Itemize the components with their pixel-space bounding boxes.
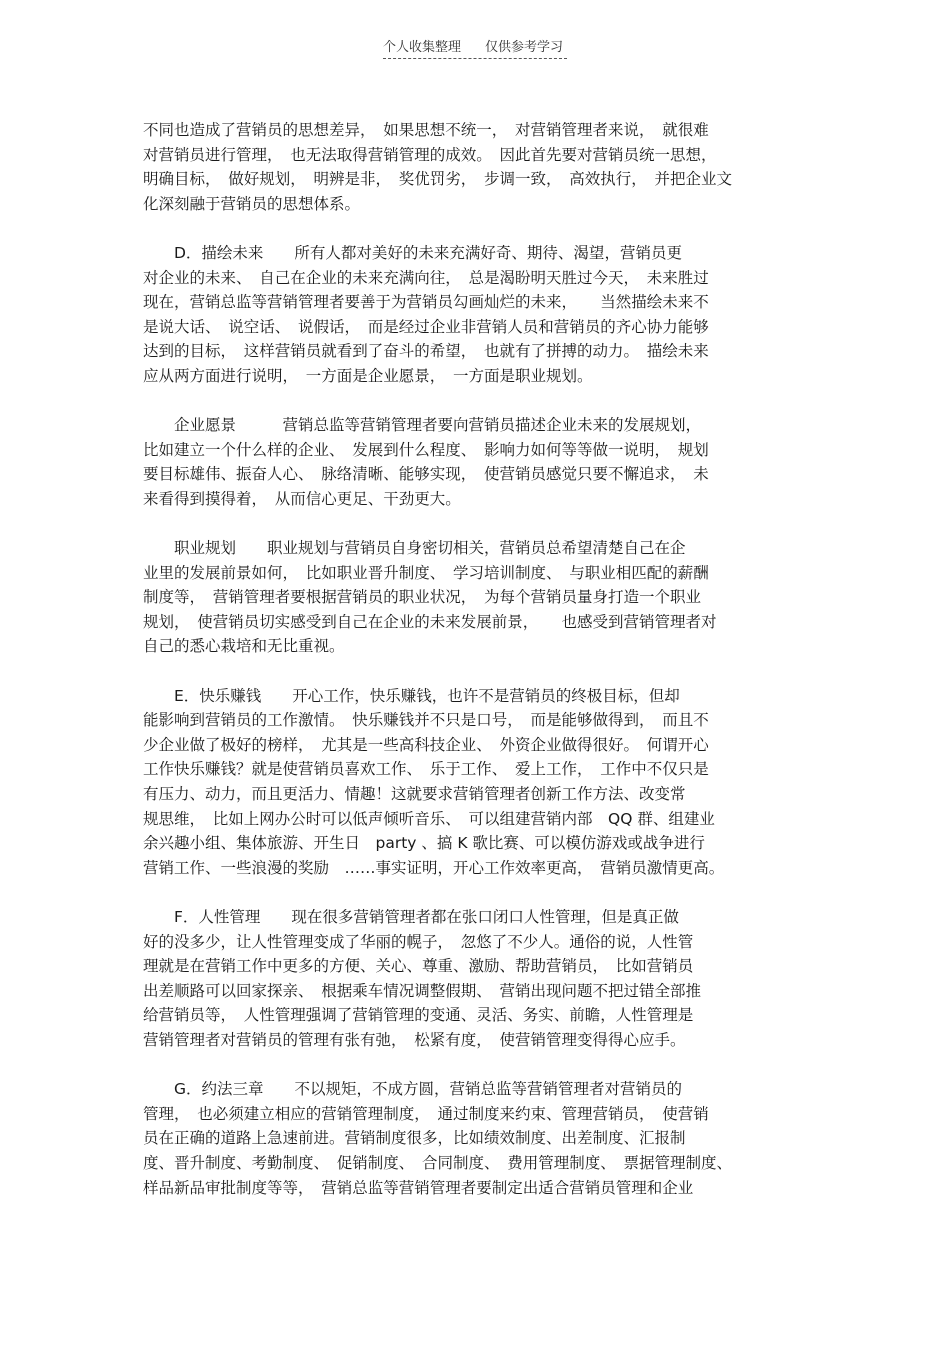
text-line: 理就是在营销工作中更多的方便、关心、尊重、激励、帮助营销员， 比如营销员 [143, 957, 694, 976]
text-line: 自己的悉心栽培和无比重视。 [143, 637, 345, 656]
text-line: 化深刻融于营销员的思想体系。 [143, 194, 361, 213]
paragraph-gap [143, 389, 813, 414]
text-line: 管理， 也必须建立相应的营销管理制度， 通过制度来约束、管理营销员， 使营销 [143, 1104, 709, 1123]
text-line: G．约法三章 不以规矩，不成方圆，营销总监等营销管理者对营销员的 [143, 1080, 683, 1099]
paragraph-gap [143, 659, 813, 684]
text-line: 营销管理者对营销员的管理有张有弛， 松紧有度， 使营销管理变得得心应手。 [143, 1030, 686, 1049]
text-line: 少企业做了极好的榜样， 尤其是一些高科技企业、 外资企业做得很好。 何谓开心 [143, 735, 709, 754]
header-right-text: 仅供参考学习 [485, 40, 564, 55]
text-line: 制度等， 营销管理者要根据营销员的职业状况， 为每个营销员量身打造一个职业 [143, 588, 702, 607]
text-line: 出差顺路可以回家探亲、 根据乘车情况调整假期、 营销出现问题不把过错全部推 [143, 981, 702, 1000]
text-line: 规思维， 比如上网办公时可以低声倾听音乐、 可以组建营销内部 QQ 群、组建业 [143, 809, 715, 828]
paragraph-gap [143, 1053, 813, 1078]
text-line: 来看得到摸得着， 从而信心更足、干劲更大。 [143, 489, 461, 508]
text-line: 明确目标， 做好规划， 明辨是非， 奖优罚劣， 步调一致， 高效执行， 并把企业文 [143, 170, 733, 189]
text-line: 是说大话、 说空话、 说假话， 而是经过企业非营销人员和营销员的齐心协力能够 [143, 317, 709, 336]
text-line: 业里的发展前景如何， 比如职业晋升制度、 学习培训制度、 与职业相匹配的薪酬 [143, 563, 709, 582]
text-line: 现在，营销总监等营销管理者要善于为营销员勾画灿烂的未来， 当然描绘未来不 [143, 293, 709, 312]
page-header [383, 40, 567, 56]
text-line: D．描绘未来 所有人都对美好的未来充满好奇、期待、渴望，营销员更 [143, 243, 682, 262]
text-line: 工作快乐赚钱？就是使营销员喜欢工作、 乐于工作、 爱上工作， 工作中不仅只是 [143, 760, 709, 779]
text-line: F．人性管理 现在很多营销管理者都在张口闭口人性管理，但是真正做 [143, 908, 679, 926]
text-line: 职业规划 职业规划与营销员自身密切相关，营销员总希望清楚自己在企 [143, 539, 686, 558]
document-body [143, 118, 813, 1200]
header-divider [383, 58, 567, 59]
text-line: 员在正确的道路上急速前进。营销制度很多，比如绩效制度、出差制度、汇报制 [143, 1129, 686, 1148]
text-line: 对企业的未来、 自己在企业的未来充满向往， 总是渴盼明天胜过今天， 未来胜过 [143, 268, 709, 287]
paragraph-gap [143, 880, 813, 905]
text-line: 样品新品审批制度等等， 营销总监等营销管理者要制定出适合营销员管理和企业 [143, 1178, 694, 1197]
text-line: 应从两方面进行说明， 一方面是企业愿景， 一方面是职业规划。 [143, 366, 593, 385]
text-line: 比如建立一个什么样的企业、 发展到什么程度、 影响力如何等等做一说明， 规划 [143, 440, 709, 459]
paragraph-gap [143, 216, 813, 241]
text-line: 好的没多少，让人性管理变成了华丽的幌子， 忽悠了不少人。通俗的说，人性管 [143, 932, 694, 951]
text-line: 企业愿景 营销总监等营销管理者要向营销员描述企业未来的发展规划， [143, 416, 702, 435]
text-line: E．快乐赚钱 开心工作，快乐赚钱，也许不是营销员的终极目标，但却 [143, 686, 680, 705]
text-line: 对营销员进行管理， 也无法取得营销管理的成效。 因此首先要对营销员统一思想， [143, 145, 717, 164]
text-line: 不同也造成了营销员的思想差异， 如果思想不统一， 对营销管理者来说， 就很难 [143, 121, 709, 139]
text-line: 能影响到营销员的工作激情。 快乐赚钱并不只是口号， 而是能够做得到， 而且不 [143, 711, 709, 730]
text-line: 有压力、动力，而且更活力、情趣！这就要求营销管理者创新工作方法、改变常 [143, 785, 686, 804]
header-left-text: 个人收集整理 [383, 40, 462, 55]
text-line: 给营销员等， 人性管理强调了营销管理的变通、灵活、务实、前瞻，人性管理是 [143, 1006, 694, 1025]
text-line: 余兴趣小组、集体旅游、开生日 party 、搞 K 歌比赛、可以模仿游戏或战争进行 [143, 834, 705, 853]
paragraph-gap [143, 512, 813, 537]
text-line: 要目标雄伟、振奋人心、 脉络清晰、能够实现， 使营销员感觉只要不懈追求， 未 [143, 465, 709, 484]
text-line: 规划， 使营销员切实感受到自己在企业的未来发展前景， 也感受到营销管理者对 [143, 612, 717, 631]
text-line: 度、晋升制度、考勤制度、 促销制度、 合同制度、 费用管理制度、 票据管理制度、 [143, 1153, 733, 1172]
text-line: 达到的目标， 这样营销员就看到了奋斗的希望， 也就有了拼搏的动力。 描绘未来 [143, 342, 709, 361]
text-line: 营销工作、一些浪漫的奖励 ……事实证明，开心工作效率更高， 营销员激情更高。 [143, 858, 725, 877]
